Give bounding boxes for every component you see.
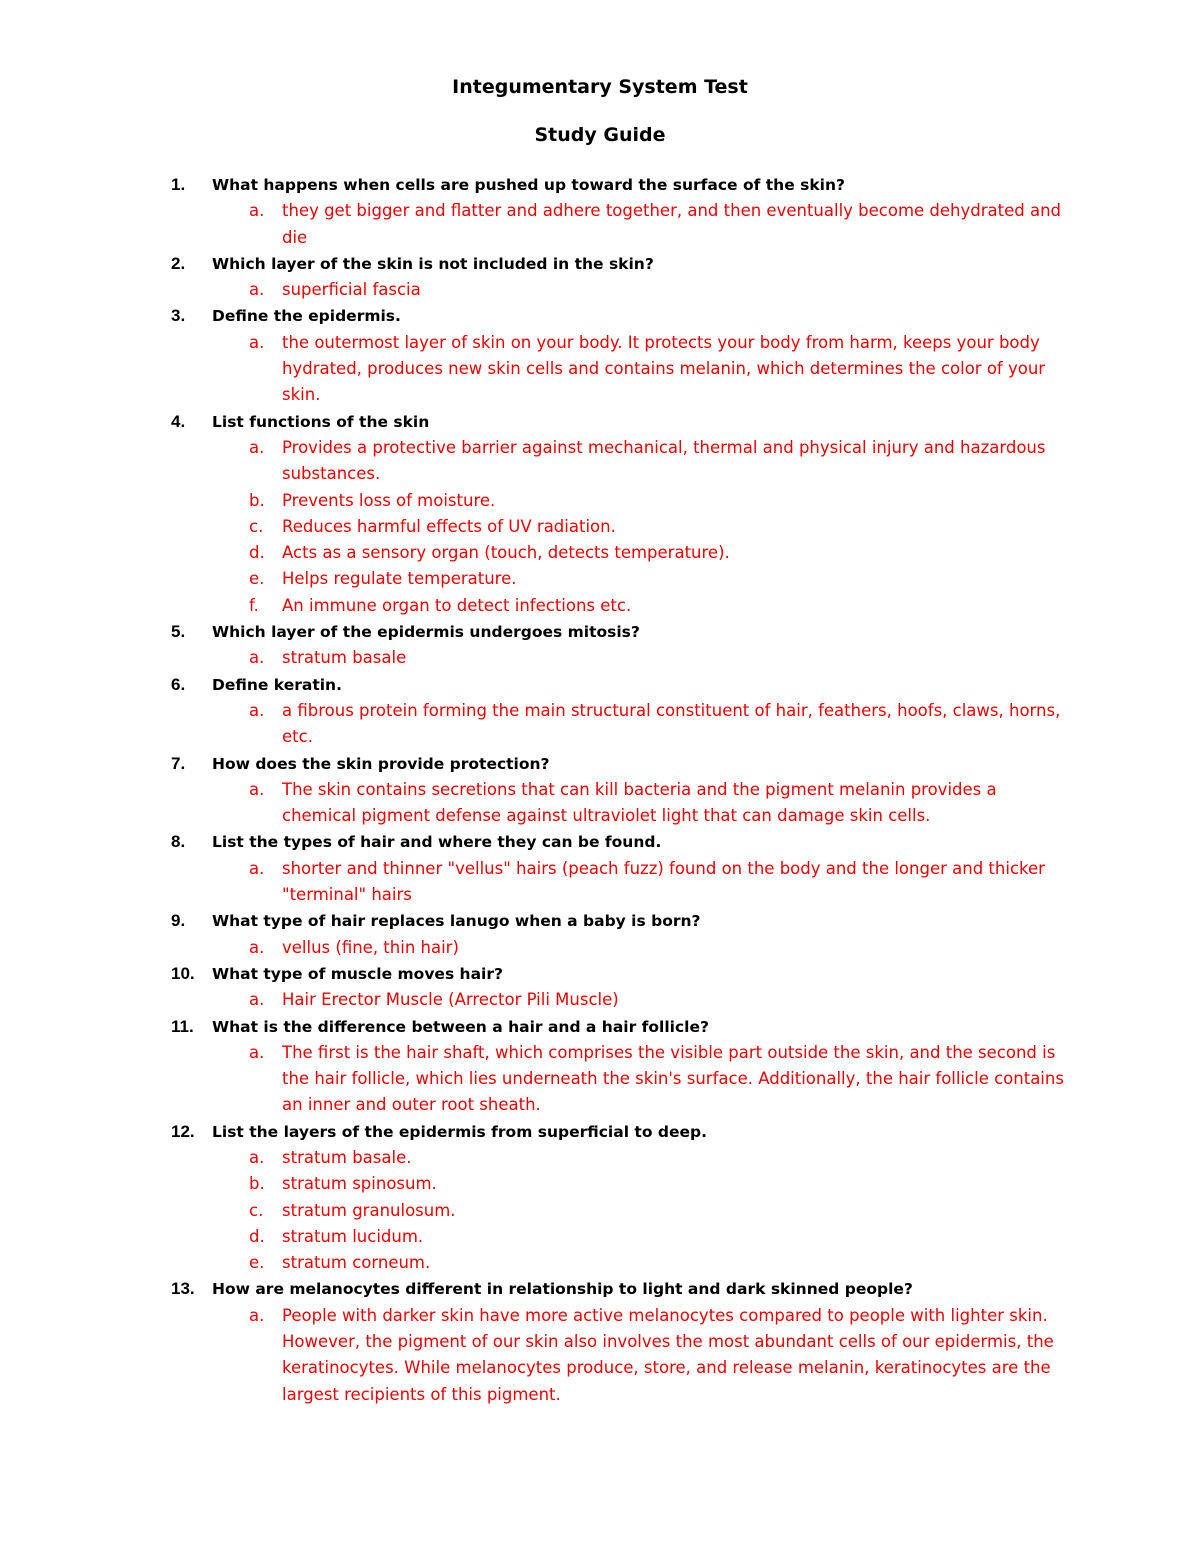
question-text: What type of muscle moves hair? [212,964,504,983]
answer-item [0,1145,1072,1171]
answer-item [0,198,1072,251]
answer-list [0,330,1200,409]
answer-letter: a. [249,201,265,221]
answer-letter: a. [249,280,265,300]
question-line [0,961,1200,987]
answer-text: they get bigger and flatter and adhere together, and then eventually become dehydrated and die [282,201,1062,247]
question-line [0,619,1200,645]
answer-text: shorter and thinner "vellus" hairs (peach fuzz) found on the body and the longer and thicker "terminal" hairs [282,858,1045,905]
answer-list [0,1145,1200,1276]
answer-letter: f. [249,595,259,615]
question-number: 13. [171,1279,195,1299]
answer-letter: a. [249,1147,265,1167]
answer-list [0,777,1200,830]
question-line [0,829,1200,855]
question-line [0,1276,1200,1302]
question-text: What type of hair replaces lanugo when a baby is born? [212,912,701,931]
question-line [0,409,1200,435]
answer-item [0,435,1072,488]
question-item [0,172,1200,251]
answer-item [0,277,1072,303]
question-item [0,409,1200,619]
answer-text: vellus (fine, thin hair) [282,937,459,957]
question-number: 7. [171,753,186,773]
answer-text: Reduces harmful effects of UV radiation. [282,516,616,536]
question-item [0,961,1200,1014]
question-text: List the layers of the epidermis from superficial to deep. [212,1122,707,1141]
answer-text: The first is the hair shaft, which comprises the visible part outside the skin, and the second is the hair follicle, which lies underneath the skin's surface. Additionally, the hair follicle contains an inner and outer root sheath. [282,1042,1064,1115]
question-number: 12. [171,1121,195,1141]
answer-list [0,435,1200,619]
answer-letter: a. [249,332,265,352]
answer-letter: a. [249,990,265,1010]
answer-text: stratum granulosum. [282,1200,456,1220]
question-line [0,251,1200,277]
question-text: How are melanocytes different in relationship to light and dark skinned people? [212,1280,913,1299]
answer-text: Provides a protective barrier against mechanical, thermal and physical injury and hazardous substances. [282,437,1046,484]
answer-list [0,698,1200,751]
answer-text: stratum corneum. [282,1253,431,1273]
answer-text: Hair Erector Muscle (Arrector Pili Muscle) [282,990,619,1010]
question-item [0,1014,1200,1119]
question-text: List functions of the skin [212,412,430,431]
answer-text: The skin contains secretions that can kill bacteria and the pigment melanin provides a chemical pigment defense against ultraviolet light that can damage skin cells. [282,779,997,826]
answer-list [0,1303,1200,1408]
question-item [0,303,1200,408]
answer-text: Prevents loss of moisture. [282,490,496,510]
answer-list [0,856,1200,909]
answer-text: stratum basale [282,648,407,668]
answer-letter: d. [249,543,265,563]
answer-letter: e. [249,569,265,589]
question-line [0,303,1200,329]
answer-item [0,593,1072,619]
answer-item [0,935,1072,961]
question-line [0,1119,1200,1145]
answer-letter: a. [249,937,265,957]
answer-text: a fibrous protein forming the main structural constituent of hair, feathers, hoofs, claws, horns, etc. [282,700,1061,747]
question-item [0,1119,1200,1277]
question-text: Define keratin. [212,675,342,694]
question-number: 6. [171,674,186,694]
answer-item [0,566,1072,592]
question-number: 1. [171,175,186,194]
answer-list [0,198,1200,251]
answer-text: stratum basale. [282,1147,412,1167]
answer-letter: a. [249,1042,265,1062]
question-item [0,908,1200,961]
answer-list [0,1040,1200,1119]
answer-list [0,277,1200,303]
answer-text: Acts as a sensory organ (touch, detects temperature). [282,543,730,563]
question-item [0,251,1200,304]
question-item [0,829,1200,908]
question-line [0,172,1200,198]
answer-letter: b. [249,490,265,510]
answer-text: stratum spinosum. [282,1174,437,1194]
answer-letter: b. [249,1174,265,1194]
question-line [0,672,1200,698]
answer-list [0,645,1200,671]
question-line [0,751,1200,777]
answer-item [0,1171,1072,1197]
answer-list [0,935,1200,961]
answer-text: stratum lucidum. [282,1226,424,1246]
question-list [0,172,1200,1408]
document-subtitle: Study Guide [534,124,666,146]
answer-letter: a. [249,648,265,668]
answer-item [0,856,1072,909]
question-item [0,672,1200,751]
answer-letter: a. [249,779,265,799]
answer-letter: a. [249,858,265,878]
answer-item [0,698,1072,751]
answer-letter: a. [249,700,265,720]
answer-item [0,1040,1072,1119]
answer-item [0,540,1072,566]
answer-item [0,1198,1072,1224]
question-number: 11. [171,1016,194,1036]
answer-item [0,777,1072,830]
answer-text: superficial fascia [282,280,421,300]
question-text: What is the difference between a hair and a hair follicle? [212,1017,709,1036]
answer-item [0,330,1072,409]
answer-letter: a. [249,437,265,457]
question-number: 10. [171,963,195,983]
answer-item [0,514,1072,540]
answer-item [0,1224,1072,1250]
question-text: Which layer of the skin is not included in the skin? [212,254,654,273]
question-number: 3. [171,306,186,326]
question-number: 5. [171,622,186,642]
question-number: 8. [171,832,186,852]
question-text: What happens when cells are pushed up toward the surface of the skin? [212,176,845,194]
question-text: How does the skin provide protection? [212,754,550,773]
question-number: 9. [171,911,186,931]
question-text: Which layer of the epidermis undergoes mitosis? [212,623,640,642]
document-title: Integumentary System Test [452,76,748,98]
question-text: Define the epidermis. [212,307,401,326]
answer-text: Helps regulate temperature. [282,569,517,589]
answer-item [0,1250,1072,1276]
answer-text: An immune organ to detect infections etc. [282,595,632,615]
question-number: 2. [171,253,186,273]
answer-text: the outermost layer of skin on your body. It protects your body from harm, keeps your body hydrated, produces new skin cells and contains melanin, which determines the color of your skin. [282,332,1046,405]
question-line [0,1014,1200,1040]
question-item [0,1276,1200,1407]
answer-letter: d. [249,1226,265,1246]
answer-item [0,1303,1072,1408]
answer-letter: c. [249,1200,264,1220]
answer-list [0,987,1200,1013]
answer-item [0,987,1072,1013]
answer-letter: c. [249,516,264,536]
question-item [0,751,1200,830]
answer-letter: e. [249,1253,265,1273]
question-item [0,619,1200,672]
answer-text: People with darker skin have more active melanocytes compared to people with lighter skin. However, the pigment of our skin also involves the most abundant cells of our epidermis, the keratinocytes. While melanocytes produce, store, and release melanin, keratinocytes are the largest recipients of this pigment. [282,1305,1054,1404]
answer-item [0,488,1072,514]
question-line [0,908,1200,934]
answer-item [0,645,1072,671]
question-number: 4. [171,411,186,431]
question-text: List the types of hair and where they can be found. [212,833,662,852]
answer-letter: a. [249,1305,265,1325]
